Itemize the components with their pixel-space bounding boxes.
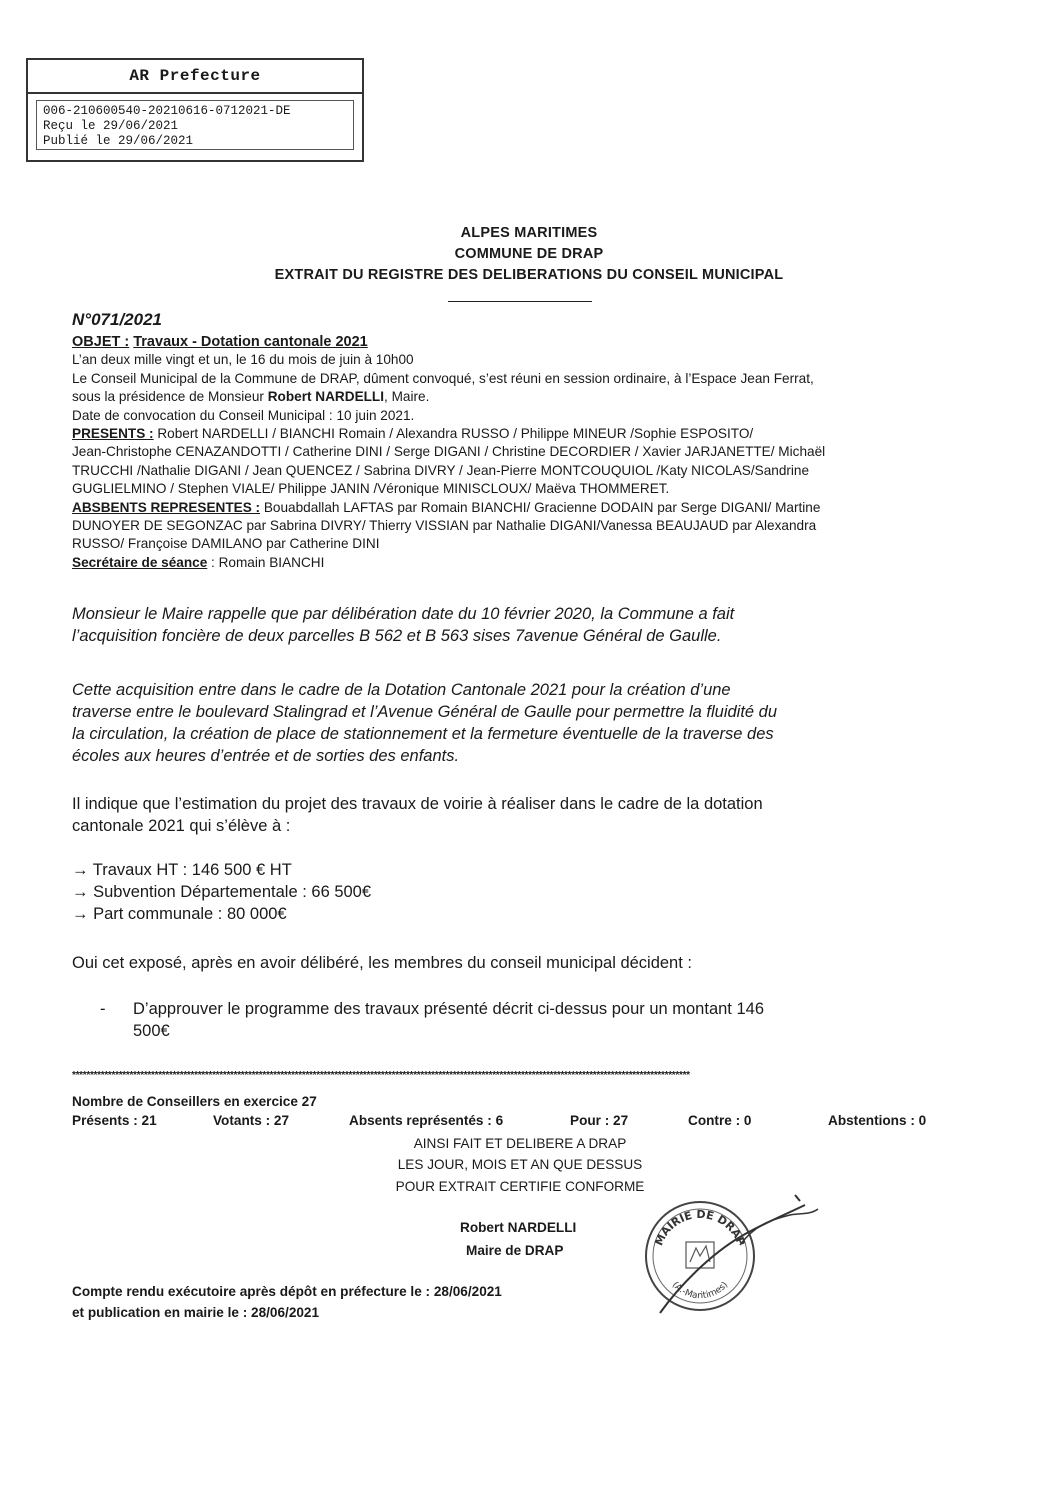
absents-label: ABSBENTS REPRESENTES : <box>72 499 261 515</box>
closing-line-1: AINSI FAIT ET DELIBERE A DRAP <box>413 1136 627 1151</box>
signatory-title: Maire de DRAP <box>466 1243 564 1258</box>
presents-line-2: Jean-Christophe CENAZANDOTTI / Catherine DINI / Serge DIGANI / Christine DECORDIER / Xavier JARJANETTE/ Michaël <box>72 444 826 460</box>
secretaire-label: Secrétaire de séance <box>72 554 208 570</box>
president-name: Robert NARDELLI <box>267 389 385 405</box>
approve-line-1: D’approuver le programme des travaux présenté décrit ci-dessus pour un montant 146 <box>133 1000 764 1018</box>
approve-line-2: 500€ <box>133 1022 170 1040</box>
secretaire-name: : Romain BIANCHI <box>207 554 325 570</box>
absents-names-1: Bouabdallah LAFTAS par Romain BIANCHI/ Gracienne DODAIN par Serge DIGANI/ Martine <box>260 499 821 515</box>
acquisition-line-3: la circulation, la création de place de stationnement et la fermeture éventuelle de la traverse des <box>72 725 774 743</box>
session-presidence: sous la présidence de Monsieur <box>72 389 264 405</box>
header-divider <box>448 301 592 302</box>
paragraph-decision: Oui cet exposé, après en avoir délibéré, les membres du conseil municipal décident : <box>72 954 692 972</box>
vote-pour: Pour : 27 <box>570 1113 629 1128</box>
session-line-1: L’an deux mille vingt et un, le 16 du mois de juin à 10h00 <box>72 352 414 368</box>
stamp-received: Reçu le 29/06/2021 <box>43 119 179 133</box>
header-department: ALPES MARITIMES <box>460 225 598 241</box>
acquisition-line-2: traverse entre le boulevard Stalingrad et l’Avenue Général de Gaulle pour permettre la fluidité du <box>72 703 778 721</box>
stamp-reference: 006-210600540-20210616-0712021-DE <box>43 104 291 118</box>
objet-value: Travaux - Dotation cantonale 2021 <box>133 334 368 350</box>
rappel-line-2: l’acquisition foncière de deux parcelles B 562 et B 563 sises 7avenue Général de Gaulle. <box>72 627 722 645</box>
stamp-published: Publié le 29/06/2021 <box>43 134 194 148</box>
budget-item-subvention: → Subvention Départementale : 66 500€ <box>72 883 372 901</box>
absents-line-1 <box>72 499 992 517</box>
bullet-approve <box>133 998 933 1042</box>
absents-line-3: RUSSO/ Françoise DAMILANO par Catherine DINI <box>72 536 380 552</box>
rappel-line-1: Monsieur le Maire rappelle que par délibération date du 10 février 2020, la Commune a fait <box>72 605 735 623</box>
seal-bottom-text: (A.-Maritimes) <box>669 1280 731 1302</box>
acquisition-line-4: écoles aux heures d’entrée et de sorties des enfants. <box>72 747 460 765</box>
session-line-3 <box>72 388 992 406</box>
convocation-date: Date de convocation du Conseil Municipal : 10 juin 2021. <box>72 407 415 423</box>
header-register: EXTRAIT DU REGISTRE DES DELIBERATIONS DU CONSEIL MUNICIPAL <box>274 267 784 283</box>
presents-label: PRESENTS : <box>72 426 154 442</box>
footer-executoire: Compte rendu exécutoire après dépôt en préfecture le : 28/06/2021 <box>72 1284 502 1299</box>
president-title: , Maire. <box>384 389 430 405</box>
objet-label: OBJET : <box>72 334 130 350</box>
budget-item-travaux: → Travaux HT : 146 500 € HT <box>72 861 292 879</box>
paragraph-estimation <box>72 793 972 837</box>
closing-line-3: POUR EXTRAIT CERTIFIE CONFORME <box>395 1179 645 1194</box>
bullet-dash: - <box>100 1000 106 1018</box>
closing-line-2: LES JOUR, MOIS ET AN QUE DESSUS <box>397 1157 643 1172</box>
vote-abstentions: Abstentions : 0 <box>828 1113 927 1128</box>
objet-line <box>72 333 992 351</box>
acquisition-line-1: Cette acquisition entre dans le cadre de la Dotation Cantonale 2021 pour la création d’une <box>72 681 731 699</box>
presents-line-3: TRUCCHI /Nathalie DIGANI / Jean QUENCEZ / Sabrina DIVRY / Jean-Pierre MONTCOUQUIOL /Katy NICOLAS/Sandrine <box>72 462 810 478</box>
estimation-line-1: Il indique que l’estimation du projet des travaux de voirie à réaliser dans le cadre de la dotation <box>72 795 763 813</box>
ar-prefecture-stamp <box>26 58 364 162</box>
vote-presents: Présents : 21 <box>72 1113 157 1128</box>
presents-names-1: Robert NARDELLI / BIANCHI Romain / Alexandra RUSSO / Philippe MINEUR /Sophie ESPOSITO/ <box>153 426 754 442</box>
secretaire-line <box>72 554 992 572</box>
paragraph-rappel <box>72 603 972 647</box>
estimation-line-2: cantonale 2021 qui s’élève à : <box>72 817 291 835</box>
footer-publication: et publication en mairie le : 28/06/2021 <box>72 1305 320 1320</box>
paragraph-acquisition <box>72 679 972 767</box>
absents-line-2: DUNOYER DE SEGONZAC par Sabrina DIVRY/ Thierry VISSIAN par Nathalie DIGANI/Vanessa BEAUJAUD par Alexandra <box>72 518 817 534</box>
stamp-title: AR Prefecture <box>28 60 362 94</box>
conseillers-count: Nombre de Conseillers en exercice 27 <box>72 1094 317 1109</box>
vote-absents: Absents représentés : 6 <box>349 1113 504 1128</box>
mayor-signature-icon <box>640 1185 830 1325</box>
budget-item-part-communale: → Part communale : 80 000€ <box>72 905 287 923</box>
stamp-details <box>36 100 354 150</box>
budget-list <box>72 859 972 925</box>
vote-votants: Votants : 27 <box>213 1113 290 1128</box>
meta-block <box>72 333 992 572</box>
separator-stars: **************************************************************************************************************************************************************************** <box>72 1070 690 1081</box>
session-line-2: Le Conseil Municipal de la Commune de DRAP, dûment convoqué, s’est réuni en session ordinaire, à l’Espace Jean Ferrat, <box>72 370 814 386</box>
seal-top-text: MAIRIE DE DRAP <box>652 1207 748 1248</box>
deliberation-number: N°071/2021 <box>72 310 162 329</box>
vote-contre: Contre : 0 <box>688 1113 752 1128</box>
presents-line-4: GUGLIELMINO / Stephen VIALE/ Philippe JANIN /Véronique MINISCLOUX/ Maëva THOMMERET. <box>72 481 670 497</box>
header-commune: COMMUNE DE DRAP <box>454 246 604 262</box>
presents-line-1 <box>72 425 992 443</box>
signatory-name: Robert NARDELLI <box>460 1220 577 1235</box>
